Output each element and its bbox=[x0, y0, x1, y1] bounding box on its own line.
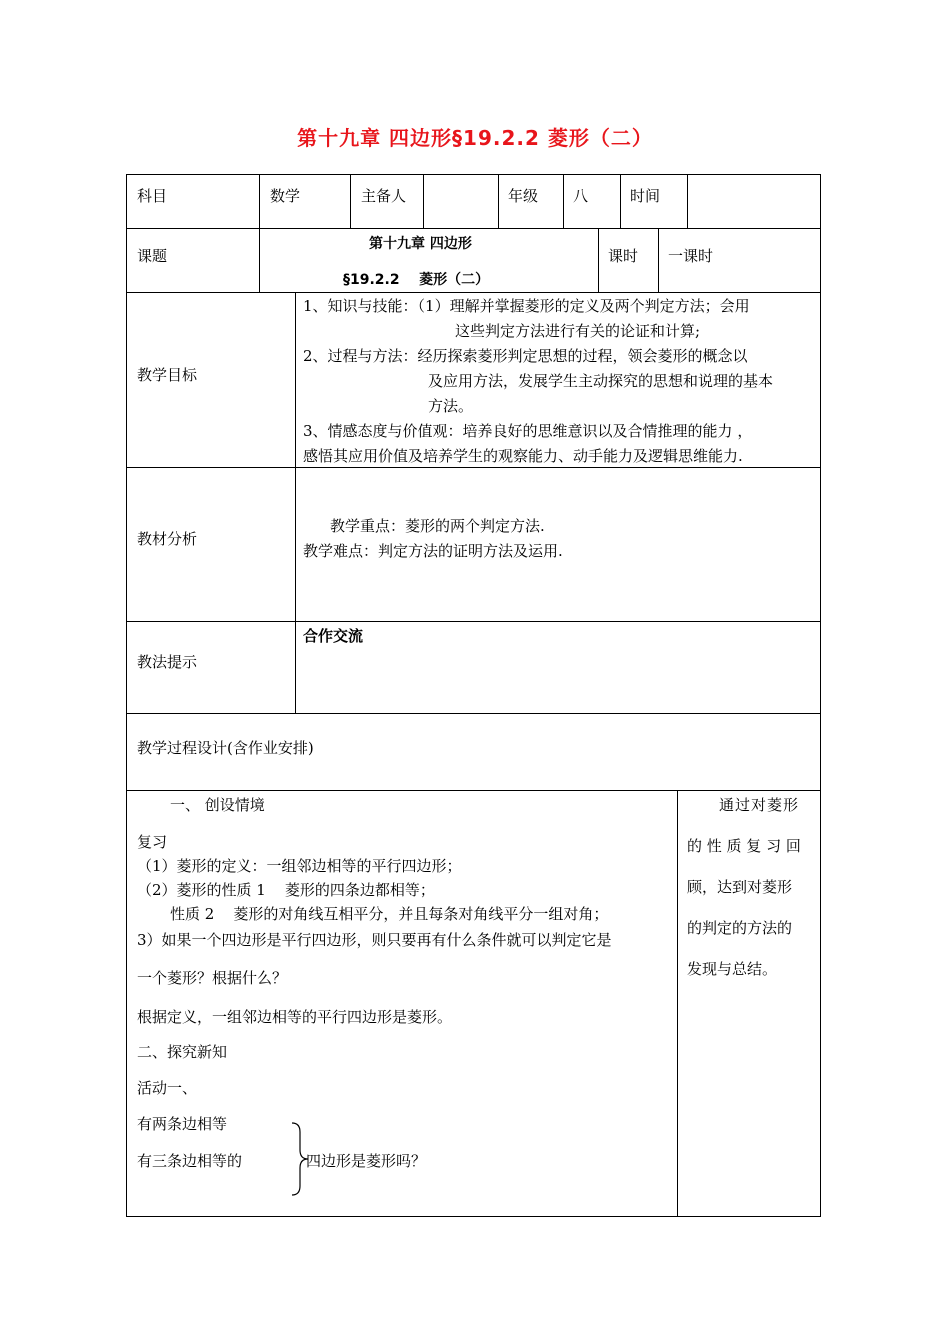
method-value: 合作交流 bbox=[303, 627, 364, 645]
side-note-line: 顾，达到对菱形 bbox=[687, 878, 793, 896]
method-label: 教法提示 bbox=[137, 653, 198, 671]
content-line: （1）菱形的定义：一组邻边相等的平行四边形； bbox=[137, 857, 462, 875]
side-note-line: 的 性 质 复 习 回 bbox=[687, 837, 801, 855]
topic-line-2: §19.2.2 菱形（二） bbox=[343, 272, 490, 288]
objective-line: 3、情感态度与价值观：培养良好的思维意识以及合情推理的能力 ， bbox=[303, 422, 753, 440]
objective-line: 1、知识与技能：（1）理解并掌握菱形的定义及两个判定方法；会用 bbox=[303, 297, 750, 315]
content-line: 复习 bbox=[137, 833, 168, 851]
content-line: 根据定义，一组邻边相等的平行四边形是菱形。 bbox=[137, 1008, 453, 1026]
page-title: 第十九章 四边形§19.2.2 菱形（二） bbox=[297, 126, 653, 150]
objective-line: 这些判定方法进行有关的论证和计算; bbox=[455, 322, 701, 340]
analysis-label: 教材分析 bbox=[137, 530, 198, 548]
objective-line: 感悟其应用价值及培养学生的观察能力、动手能力及逻辑思维能力. bbox=[303, 447, 743, 465]
side-note-line: 通过对菱形 bbox=[719, 796, 800, 814]
objectives-label: 教学目标 bbox=[137, 366, 198, 384]
difficult-point: 教学难点：判定方法的证明方法及运用. bbox=[303, 542, 563, 560]
topic-label: 课题 bbox=[137, 247, 168, 265]
subject-value: 数学 bbox=[270, 187, 301, 205]
time-label: 时间 bbox=[630, 187, 661, 205]
content-line: 一个菱形？根据什么？ bbox=[137, 969, 288, 987]
objective-line: 2、过程与方法：经历探索菱形判定思想的过程，领会菱形的概念以 bbox=[303, 347, 748, 365]
objective-line: 及应用方法，发展学生主动探究的思想和说理的基本 bbox=[428, 372, 774, 390]
content-line: 四边形是菱形吗？ bbox=[306, 1152, 427, 1170]
section-heading: 二、探究新知 bbox=[137, 1043, 228, 1061]
key-point: 教学重点：菱形的两个判定方法. bbox=[330, 517, 545, 535]
content-line: 有两条边相等 bbox=[137, 1115, 228, 1133]
grade-label: 年级 bbox=[508, 187, 539, 205]
content-line: 有三条边相等的 bbox=[137, 1152, 243, 1170]
hours-label: 课时 bbox=[608, 247, 639, 265]
side-note-line: 的判定的方法的 bbox=[687, 919, 793, 937]
content-line: （2）菱形的性质 1 菱形的四条边都相等； bbox=[137, 881, 435, 899]
hours-value: 一课时 bbox=[668, 247, 714, 265]
topic-line-1: 第十九章 四边形 bbox=[369, 236, 472, 252]
content-line: 性质 2 菱形的对角线互相平分，并且每条对角线平分一组对角； bbox=[170, 905, 609, 923]
subject-label: 科目 bbox=[137, 187, 168, 205]
process-label: 教学过程设计(含作业安排) bbox=[137, 739, 314, 757]
preparer-label: 主备人 bbox=[361, 187, 407, 205]
objective-line: 方法。 bbox=[428, 397, 474, 415]
curly-brace-icon bbox=[290, 1122, 310, 1196]
grade-value: 八 bbox=[573, 187, 589, 205]
content-line: 活动一、 bbox=[137, 1079, 198, 1097]
section-heading: 一、 创设情境 bbox=[170, 796, 265, 814]
content-line: 3）如果一个四边形是平行四边形，则只要再有什么条件就可以判定它是 bbox=[137, 931, 612, 949]
side-note-line: 发现与总结。 bbox=[687, 960, 778, 978]
